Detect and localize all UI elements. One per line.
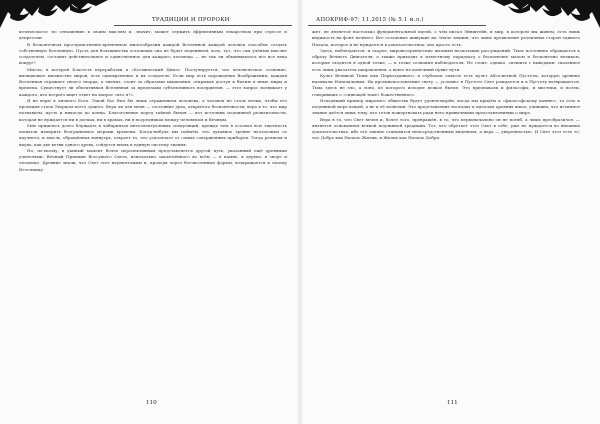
paragraph: Но, по-моему, в данный момент более перспективным представляется другой путь, указанный ещё древними учителями: Вечный Принцип Всесущего Света, изначально заключённого во всём — в камне, в дереве, в звере и человеке. Древние знали, что Свет этот неуничтожим и, проходя через бесчисленные формы, возвращается к своему Источнику. <box>19 147 287 172</box>
page-number: 111 <box>447 400 458 406</box>
paragraph: Я не верю в личного Бога. Такой Бог был бы лишь отражением человека, а человек не столь велик, чтобы его проекция стала Творцом всего сущего. Вера ли для меня — состояние духа, открытого бесконечности; вера в то, что мир познаваем, пусть и никогда до конца. Благоговение перед тайной бытия — вот источник подлинной религиозности, которая не нуждается ни в догмах, ни в храмах, ни в посредниках между человеком и Вечным. <box>19 97 287 122</box>
right-page <box>300 0 600 424</box>
paragraph: Исходящий пример мирового общества будет удовлетворён, когда мы придём к «философскому камню», то есть к подлинной мере вещей, а не к её иллюзии. Это представление восходит к идеалам древних школ, учивших, что истинное знание даётся лишь тому, кто готов пожертвовать ради него привычными представлениями о мире. <box>312 97 580 116</box>
left-corner-ornament <box>0 0 108 30</box>
right-corner-ornament <box>492 0 600 30</box>
paragraph: Вера в то, что Свет вечен и, более того, превращён, в то, что первоначально он не погиб, а лишь преобразился, — является основанием всякой подлинной традиции. Тот, кто обретает этот Свет в себе, уже не нуждается во внешних доказательствах, ибо его знание становится непосредственным видением, а вера — уверенностью. И Свет этот есть то, что Добро как Начало Жизни, и Жизнь как Начало Добра. <box>312 116 580 141</box>
paragraph: Культ Великой Тьмы или Первозданного, в глубоком смысле есть культ Абсолютной Пустоты, которую древние называли Изначальным. Их противопоставление свету — условно: в Пустоте Свет рождается и в Пустоту возвращается. Тьма здесь не зло, а лоно, из которого исходит всякое бытие. Это признавали и философы, и мистики, и поэты, говорившие о «сияющей тьме» божественного. <box>312 72 580 97</box>
paragraph: Мне пришлось долго блуждать в лабиринтах интеллектуальных спекуляций, прежде чем я осознал всю тщетность попыток измерить безграничное мерами времени. Когда-нибудь мы поймём, что духовное зрение неотделимо от научного, и мысль, обращённая вовнутрь, откроет то, что ускользает от самых совершенных приборов. Тогда религия и наука, как две ветви одного древа, сойдутся вновь в единую систему знания. <box>19 122 287 147</box>
paragraph: Мысль, в которой Благость переработки в «Космический Цикл». Постулируется, что человеческое сознание, вмещающее множество миров, есть одновременно и их создатель. Если мир есть порождение Воображения, каждая Вселенная отражает своего творца, а значит, стоит за образами мышления, открывая доступ к бытию в иные миры и времена. Существует ли объективная Вселенная за пределами субъективного восприятия, — этот вопрос возникает у каждого, кто всерьёз ищет ответ на вопрос «кто я?». <box>19 66 287 97</box>
paragraph: жет, не является настолько фундаментальной идеей, о чём писал Эйнштейн, и мир, в котором мы живём, есть лишь видимость на фоне вечного. Все остальные живущие на Земле знания, что лишь проявление различных сторон единого Начала, которое и не нуждается в доказательствах: оно просто есть. <box>312 29 580 47</box>
page-number: 110 <box>146 400 157 406</box>
header-rule <box>308 25 486 26</box>
header-rule <box>114 25 292 26</box>
paragraph: В безконечном пространственно-временном многообразии каждой Вселенной каждой человек способен создать собственную Вселенную. Пусть для большинства остальных она не будет подлинной, хоть, тут, что сам учёным мыслит создателем, составит действительное и единственное для каждого человека — не так ли обманывалось все все века вокруг? <box>19 41 287 66</box>
body-text <box>19 29 287 391</box>
book-gutter <box>297 0 303 424</box>
paragraph: кетического» по отношению к своим мыслям и, значит, может служить эффективным лекарством при стрессе и депрессии. <box>19 29 287 41</box>
running-header: ТРАДИЦИИ И ПРОРОКИ <box>152 17 230 23</box>
body-text <box>312 29 580 391</box>
running-header: АПОКРИФ-97: 11.2015 (№ 5.1 и.л.) <box>316 17 424 23</box>
paragraph: Здесь, наблюдаются, и скорее, мировоззренческие штаммы нескольких рассуждений. Тыль постоянно обращается к образу Вечного Двигателя, а также приходит к известному парадоксу о бесконечно малом и бесконечно великом, которые сходятся в одной точке, — в точке сознания наблюдателя. Не стоит, однако, спешить с выводами: сказанное есть лишь указатель направления, а вовсе не конечный пункт пути. <box>312 47 580 72</box>
